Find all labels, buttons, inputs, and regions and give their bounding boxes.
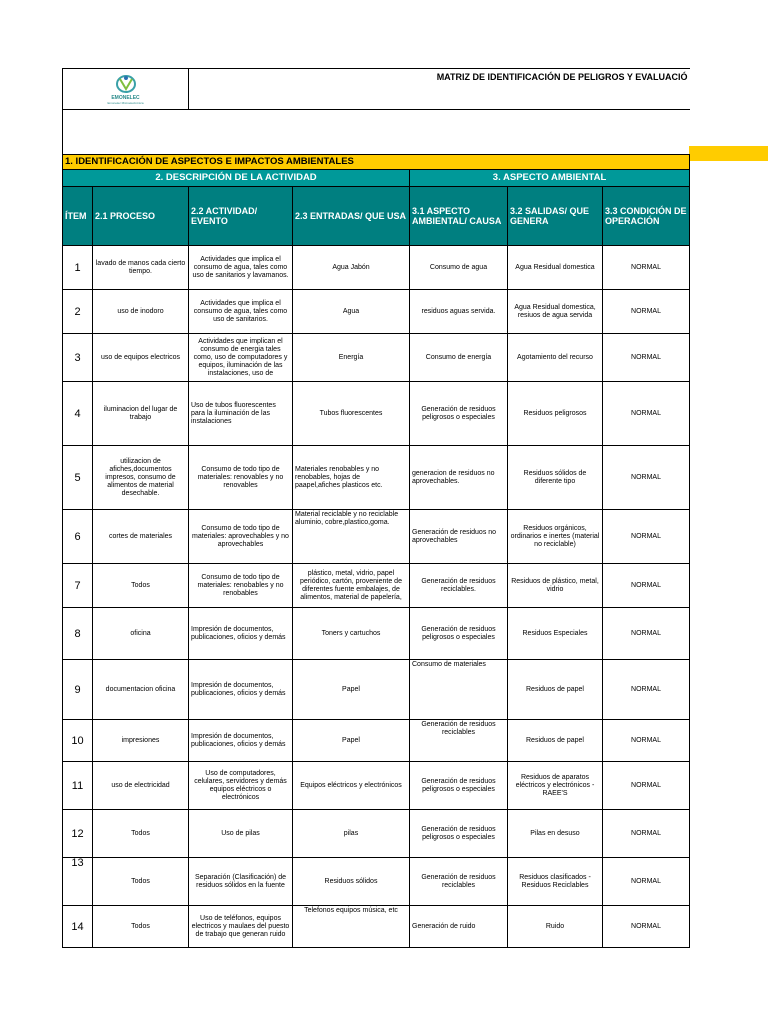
cell-aspecto: Consumo de materiales <box>410 660 508 720</box>
table-row <box>63 720 690 762</box>
cell-entradas: Materiales renobables y no renobables, hojas de paapel,afiches plasticos etc. <box>293 446 410 510</box>
cell-proceso: Todos <box>93 810 189 858</box>
cell-entradas: plástico, metal, vidrio, papel periódico, cartón, proveniente de diferentes fuente embalajes, de alimentos, material de papelería, <box>293 564 410 608</box>
cell-item: 5 <box>63 446 93 510</box>
cell-aspecto: Consumo de energía <box>410 334 508 382</box>
cell-proceso: cortes de materiales <box>93 510 189 564</box>
cell-item: 12 <box>63 810 93 858</box>
cell-salidas: Agua Residual domestica, resiuos de agua servida <box>508 290 603 334</box>
col-aspecto: 3.1 ASPECTO AMBIENTAL/ CAUSA <box>410 187 508 246</box>
cell-entradas: Agua Jabón <box>293 246 410 290</box>
table-row <box>63 660 690 720</box>
cell-condicion: NORMAL <box>603 906 690 948</box>
cell-item: 1 <box>63 246 93 290</box>
cell-condicion: NORMAL <box>603 290 690 334</box>
cell-item: 2 <box>63 290 93 334</box>
cell-aspecto: Generación de residuos reciclables <box>410 720 508 762</box>
cell-salidas: Residuos clasificados - Residuos Reciclables <box>508 858 603 906</box>
cell-actividad: Impresión de documentos, publicaciones, oficios y demás <box>189 608 293 660</box>
cell-entradas: Telefonos equipos música, etc <box>293 906 410 948</box>
cell-proceso: uso de electricidad <box>93 762 189 810</box>
cell-actividad: Uso de pilas <box>189 810 293 858</box>
matrix-table <box>62 68 690 948</box>
cell-condicion: NORMAL <box>603 858 690 906</box>
cell-salidas: Agotamiento del recurso <box>508 334 603 382</box>
cell-entradas: Equipos eléctricos y electrónicos <box>293 762 410 810</box>
cell-actividad: Consumo de todo tipo de materiales: renobables y no renobables <box>189 564 293 608</box>
cell-actividad: Uso de tubos fluorescentes para la iluminación de las instalaciones <box>189 382 293 446</box>
company-logo <box>65 73 186 105</box>
cell-condicion: NORMAL <box>603 510 690 564</box>
cell-condicion: NORMAL <box>603 810 690 858</box>
cell-proceso: Todos <box>93 564 189 608</box>
col-actividad: 2.2 ACTIVIDAD/ EVENTO <box>189 187 293 246</box>
cell-entradas: Papel <box>293 720 410 762</box>
group-header-row <box>63 170 690 187</box>
cell-salidas: Residuos de plástico, metal, vidrio <box>508 564 603 608</box>
cell-salidas: Residuos peligrosos <box>508 382 603 446</box>
cell-condicion: NORMAL <box>603 564 690 608</box>
cell-item: 9 <box>63 660 93 720</box>
cell-aspecto: Generación de residuos no aprovechables <box>410 510 508 564</box>
cell-salidas: Residuos de papel <box>508 720 603 762</box>
blank-row <box>63 110 690 155</box>
header-row <box>63 69 690 110</box>
cell-actividad: Uso de teléfonos, equipos electricos y maulaes del puesto de trabajo que generan ruido <box>189 906 293 948</box>
cell-aspecto: Generación de residuos reciclables. <box>410 564 508 608</box>
cell-salidas: Residuos orgánicos, ordinarios e inertes (material no reciclable) <box>508 510 603 564</box>
cell-entradas: Toners y cartuchos <box>293 608 410 660</box>
cell-salidas: Ruido <box>508 906 603 948</box>
section-1-row <box>63 155 690 170</box>
cell-entradas: Energía <box>293 334 410 382</box>
table-row <box>63 382 690 446</box>
document-title: MATRIZ DE IDENTIFICACIÓN DE PELIGROS Y EVALUACIÓ <box>189 69 690 110</box>
cell-aspecto: Generación de residuos peligrosos o especiales <box>410 810 508 858</box>
cell-aspecto: Generación de residuos reciclables <box>410 858 508 906</box>
cell-entradas: pilas <box>293 810 410 858</box>
cell-proceso: impresiones <box>93 720 189 762</box>
cell-item: 3 <box>63 334 93 382</box>
logo-icon <box>108 73 144 95</box>
cell-actividad: Impresión de documentos, publicaciones, oficios y demás <box>189 720 293 762</box>
col-proceso: 2.1 PROCESO <box>93 187 189 246</box>
cell-proceso: uso de equipos electricos <box>93 334 189 382</box>
col-condicion: 3.3 CONDICIÓN DE OPERACIÓN <box>603 187 690 246</box>
cell-actividad: Actividades que implica el consumo de agua, tales como uso de sanitarios. <box>189 290 293 334</box>
table-row <box>63 564 690 608</box>
table-row <box>63 810 690 858</box>
cell-aspecto: Generación de ruido <box>410 906 508 948</box>
cell-proceso: oficina <box>93 608 189 660</box>
table-row <box>63 510 690 564</box>
cell-actividad: Separación (Clasificación) de residuos sólidos en la fuente <box>189 858 293 906</box>
table-body <box>63 246 690 948</box>
cell-aspecto: Consumo de agua <box>410 246 508 290</box>
cell-entradas: Papel <box>293 660 410 720</box>
cell-aspecto: residuos aguas servida. <box>410 290 508 334</box>
cell-actividad: Actividades que implican el consumo de energia tales como, uso de computadores y equipos, iluminación de las instalaciones, uso de <box>189 334 293 382</box>
cell-actividad: Impresión de documentos, publicaciones, oficios y demás <box>189 660 293 720</box>
cell-actividad: Uso de computadores, celulares, servidores y demás equipos eléctricos o electrónicos <box>189 762 293 810</box>
cell-actividad: Actividades que implica el consumo de agua, tales como uso de sanitarios y lavamanos. <box>189 246 293 290</box>
table-row <box>63 858 690 906</box>
table-row <box>63 290 690 334</box>
col-item: ÍTEM <box>63 187 93 246</box>
cell-actividad: Consumo de todo tipo de materiales: aprovechables y no aprovechables <box>189 510 293 564</box>
cell-condicion: NORMAL <box>603 382 690 446</box>
cell-aspecto: Generación de residuos peligrosos o especiales <box>410 382 508 446</box>
cell-salidas: Agua Residual domestica <box>508 246 603 290</box>
table-row <box>63 762 690 810</box>
cell-salidas: Residuos sólidos de diferente tipo <box>508 446 603 510</box>
table-row <box>63 446 690 510</box>
logo-subtext: Emonelec Microelectrónica <box>107 101 144 105</box>
col-entradas: 2.3 ENTRADAS/ QUE USA <box>293 187 410 246</box>
table-row <box>63 906 690 948</box>
cell-entradas: Agua <box>293 290 410 334</box>
cell-item: 7 <box>63 564 93 608</box>
cell-salidas: Residuos de papel <box>508 660 603 720</box>
cell-item: 4 <box>63 382 93 446</box>
cell-salidas: Residuos de aparatos eléctricos y electrónicos - RAEE'S <box>508 762 603 810</box>
section-1-title: 1. IDENTIFICACIÓN DE ASPECTOS E IMPACTOS AMBIENTALES <box>63 155 690 170</box>
matrix-sheet <box>62 68 690 948</box>
cell-proceso: documentacion oficina <box>93 660 189 720</box>
cell-entradas: Material reciclable y no reciclable aluminio, cobre,plastico,goma. <box>293 510 410 564</box>
logo-cell <box>63 69 189 110</box>
cell-aspecto: Generación de residuos peligrosos o especiales <box>410 762 508 810</box>
logo-text: EMONELEC <box>111 95 140 101</box>
cell-proceso: Todos <box>93 906 189 948</box>
cell-item: 10 <box>63 720 93 762</box>
cell-item: 13 <box>63 858 93 906</box>
cell-proceso: utilizacion de afiches,documentos impresos, consumo de alimentos de material desechable. <box>93 446 189 510</box>
cell-condicion: NORMAL <box>603 446 690 510</box>
cell-salidas: Pilas en desuso <box>508 810 603 858</box>
cell-salidas: Residuos Especiales <box>508 608 603 660</box>
cell-proceso: uso de inodoro <box>93 290 189 334</box>
cell-condicion: NORMAL <box>603 334 690 382</box>
table-row <box>63 608 690 660</box>
col-salidas: 3.2 SALIDAS/ QUE GENERA <box>508 187 603 246</box>
cell-proceso: Todos <box>93 858 189 906</box>
cell-item: 14 <box>63 906 93 948</box>
cell-item: 8 <box>63 608 93 660</box>
table-row <box>63 334 690 382</box>
cell-condicion: NORMAL <box>603 246 690 290</box>
section-band-extension <box>689 146 768 161</box>
cell-item: 11 <box>63 762 93 810</box>
cell-proceso: iluminacion del lugar de trabajo <box>93 382 189 446</box>
group-descripcion: 2. DESCRIPCIÓN DE LA ACTIVIDAD <box>63 170 410 187</box>
cell-aspecto: Generación de residuos peligrosos o especiales <box>410 608 508 660</box>
cell-condicion: NORMAL <box>603 762 690 810</box>
cell-entradas: Tubos fluorescentes <box>293 382 410 446</box>
cell-actividad: Consumo de todo tipo de materiales: renovables y no renovables <box>189 446 293 510</box>
cell-item: 6 <box>63 510 93 564</box>
cell-condicion: NORMAL <box>603 660 690 720</box>
cell-condicion: NORMAL <box>603 608 690 660</box>
cell-entradas: Residuos sólidos <box>293 858 410 906</box>
cell-condicion: NORMAL <box>603 720 690 762</box>
column-header-row <box>63 187 690 246</box>
group-aspecto: 3. ASPECTO AMBIENTAL <box>410 170 690 187</box>
cell-aspecto: generacion de residuos no aprovechables. <box>410 446 508 510</box>
cell-proceso: lavado de manos cada cierto tiempo. <box>93 246 189 290</box>
table-row <box>63 246 690 290</box>
